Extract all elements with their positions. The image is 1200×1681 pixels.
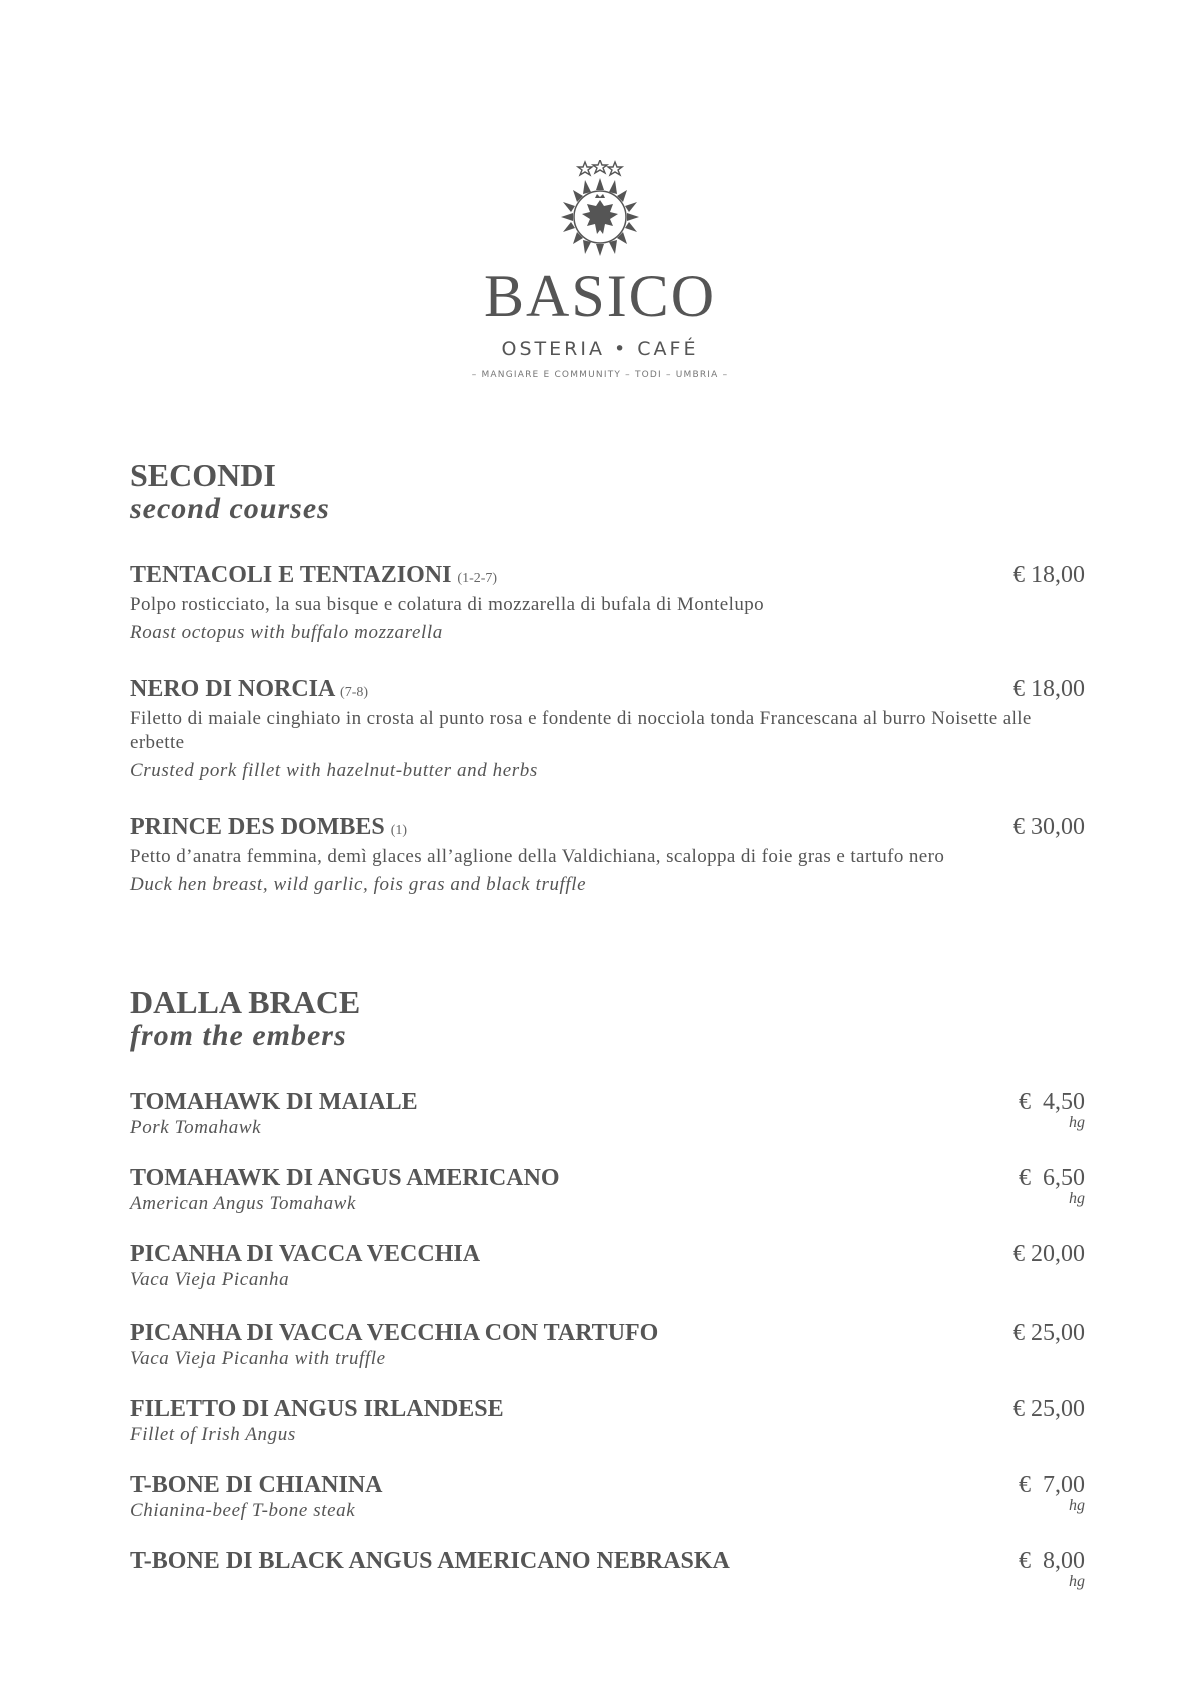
menu-item	[130, 561, 1085, 645]
item-allergens: (7-8)	[340, 685, 369, 700]
item-description-en: Chianina-beef T-bone steak	[130, 1500, 356, 1521]
section-title: SECONDI	[130, 457, 276, 493]
item-allergens: (1-2-7)	[457, 571, 498, 586]
section-subtitle: second courses	[130, 492, 330, 525]
item-name: NERO DI NORCIA (7-8)	[130, 676, 369, 702]
item-name: TENTACOLI E TENTAZIONI (1-2-7)	[130, 562, 498, 588]
item-price: € 30,00	[1013, 814, 1085, 840]
menu-item	[130, 1471, 1085, 1523]
item-description-it: Polpo rosticciato, la sua bisque e colatura di mozzarella di bufala di Montelupo	[130, 594, 765, 615]
section-heading-secondi	[130, 458, 1085, 526]
brand-name: BASICO	[483, 263, 717, 329]
section-subtitle: from the embers	[130, 1019, 347, 1052]
item-price: € 8,00 hg	[1019, 1548, 1085, 1590]
item-name: TOMAHAWK DI ANGUS AMERICANO	[130, 1165, 560, 1191]
item-price: € 18,00	[1013, 676, 1085, 702]
item-name: FILETTO DI ANGUS IRLANDESE	[130, 1396, 504, 1422]
menu-item	[130, 1088, 1085, 1140]
item-description-en: Crusted pork fillet with hazelnut-butter and herbs	[130, 760, 538, 781]
menu-header	[0, 160, 1200, 380]
item-description-en: Roast octopus with buffalo mozzarella	[130, 622, 443, 643]
menu-item	[130, 1319, 1085, 1371]
menu-item	[130, 1164, 1085, 1216]
brand-tagline: – MANGIARE E COMMUNITY – TODI – UMBRIA –	[471, 370, 729, 380]
item-name: T-BONE DI CHIANINA	[130, 1472, 383, 1498]
menu-item	[130, 1547, 1085, 1590]
item-allergens: (1)	[390, 823, 408, 838]
menu-item	[130, 675, 1085, 783]
menu-item	[130, 813, 1085, 897]
item-name: TOMAHAWK DI MAIALE	[130, 1089, 418, 1115]
item-description-en: Fillet of Irish Angus	[130, 1424, 296, 1445]
item-description-en: American Angus Tomahawk	[130, 1193, 356, 1214]
item-name: T-BONE DI BLACK ANGUS AMERICANO NEBRASKA	[130, 1548, 730, 1574]
item-price-unit: hg	[1069, 1114, 1085, 1131]
item-price: € 25,00	[1013, 1320, 1085, 1346]
item-description-en: Pork Tomahawk	[130, 1117, 262, 1138]
section-title: DALLA BRACE	[130, 984, 361, 1020]
item-price: € 6,50 hg	[1019, 1165, 1085, 1207]
brand-subtitle: OSTERIA • CAFÉ	[501, 338, 699, 360]
item-price: € 20,00	[1013, 1241, 1085, 1267]
item-name: PICANHA DI VACCA VECCHIA CON TARTUFO	[130, 1320, 659, 1346]
item-price: € 7,00 hg	[1019, 1472, 1085, 1514]
item-description-en: Vaca Vieja Picanha with truffle	[130, 1348, 386, 1369]
menu-item	[130, 1240, 1085, 1292]
section-heading-brace	[130, 985, 1085, 1053]
item-price-unit: hg	[1069, 1573, 1085, 1590]
item-price: € 25,00	[1013, 1396, 1085, 1422]
item-name: PICANHA DI VACCA VECCHIA	[130, 1241, 481, 1267]
menu-item	[130, 1395, 1085, 1447]
item-price: € 18,00	[1013, 562, 1085, 588]
item-description-en: Vaca Vieja Picanha	[130, 1269, 290, 1290]
item-price: € 4,50 hg	[1019, 1089, 1085, 1131]
item-description-en: Duck hen breast, wild garlic, fois gras and black truffle	[130, 874, 587, 895]
item-price-unit: hg	[1069, 1190, 1085, 1207]
item-name: PRINCE DES DOMBES (1)	[130, 814, 408, 840]
eagle-sun-emblem-icon	[555, 160, 645, 260]
item-description-it: Petto d’anatra femmina, demì glaces all’aglione della Valdichiana, scaloppa di foie gras e tartufo nero	[130, 846, 945, 867]
item-description-it: Filetto di maiale cinghiato in crosta al punto rosa e fondente di nocciola tonda Francescana al burro Noisette alle erbette	[130, 708, 1032, 753]
item-price-unit: hg	[1069, 1497, 1085, 1514]
